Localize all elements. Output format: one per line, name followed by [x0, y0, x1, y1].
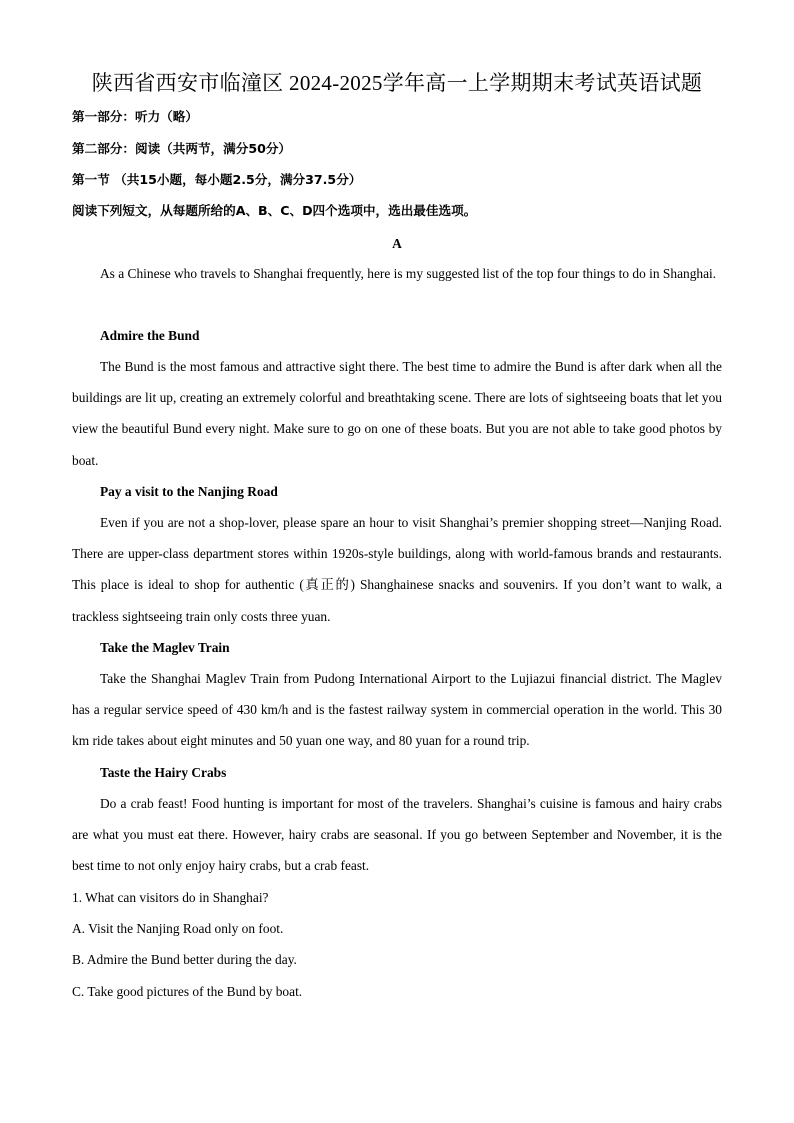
section-heading-bund: Admire the Bund — [100, 328, 200, 343]
section-paragraph-nanjing-road: Even if you are not a shop-lover, please spare an hour to visit Shanghai’s premier shopping street—Nanjing Road. There are upper-class department stores within 1920s-style buildings, along with world-famous brands and restaurants. This place is ideal to shop for authentic (真正的) Shanghainese snacks and souvenirs. If you don’t want to walk, a trackless sightseeing train only costs three yuan. — [72, 515, 722, 624]
intro-paragraph: As a Chinese who travels to Shanghai frequently, here is my suggested list of the top four things to do in Shanghai. — [100, 266, 717, 281]
option-c: C. Take good pictures of the Bund by boat. — [72, 984, 303, 999]
part2-heading: 第二部分：阅读（共两节，满分50分） — [72, 141, 292, 156]
section-paragraph-bund: The Bund is the most famous and attractive sight there. The best time to admire the Bund is after dark when all the buildings are lit up, creating an extremely colorful and breathtaking scene. There are lots of sightseeing boats that let you view the beautiful Bund every night. Make sure to go on one of these boats. But you are not able to take good photos by boat. — [72, 359, 722, 468]
option-a: A. Visit the Nanjing Road only on foot. — [72, 921, 284, 936]
section-heading-maglev: Take the Maglev Train — [100, 640, 230, 655]
section-heading-nanjing-road: Pay a visit to the Nanjing Road — [100, 484, 278, 499]
part1-heading: 第一部分：听力（略） — [72, 109, 198, 124]
page-title: 陕西省西安市临潼区 2024-2025学年高一上学期期末考试英语试题 — [91, 71, 703, 95]
section-paragraph-crabs: Do a crab feast! Food hunting is important for most of the travelers. Shanghai’s cuisine is famous and hairy crabs are what you must eat there. However, hairy crabs are seasonal. If you go between September and November, it is the best time to not only enjoy hairy crabs, but a crab feast. — [72, 796, 722, 874]
passage-label: A — [392, 236, 402, 251]
instruction-text: 阅读下列短文，从每题所给的A、B、C、D四个选项中，选出最佳选项。 — [72, 203, 477, 218]
section-heading-crabs: Taste the Hairy Crabs — [100, 765, 227, 780]
option-b: B. Admire the Bund better during the day. — [72, 952, 297, 967]
section1-heading: 第一节 （共15小题，每小题2.5分，满分37.5分） — [72, 172, 362, 187]
section-paragraph-maglev: Take the Shanghai Maglev Train from Pudong International Airport to the Lujiazui financial district. The Maglev has a regular service speed of 430 km/h and is the fastest railway system in commercial operation in the world. This 30 km ride takes about eight minutes and 50 yuan one way, and 80 yuan for a round trip. — [72, 671, 722, 749]
question-text: 1. What can visitors do in Shanghai? — [72, 890, 269, 905]
